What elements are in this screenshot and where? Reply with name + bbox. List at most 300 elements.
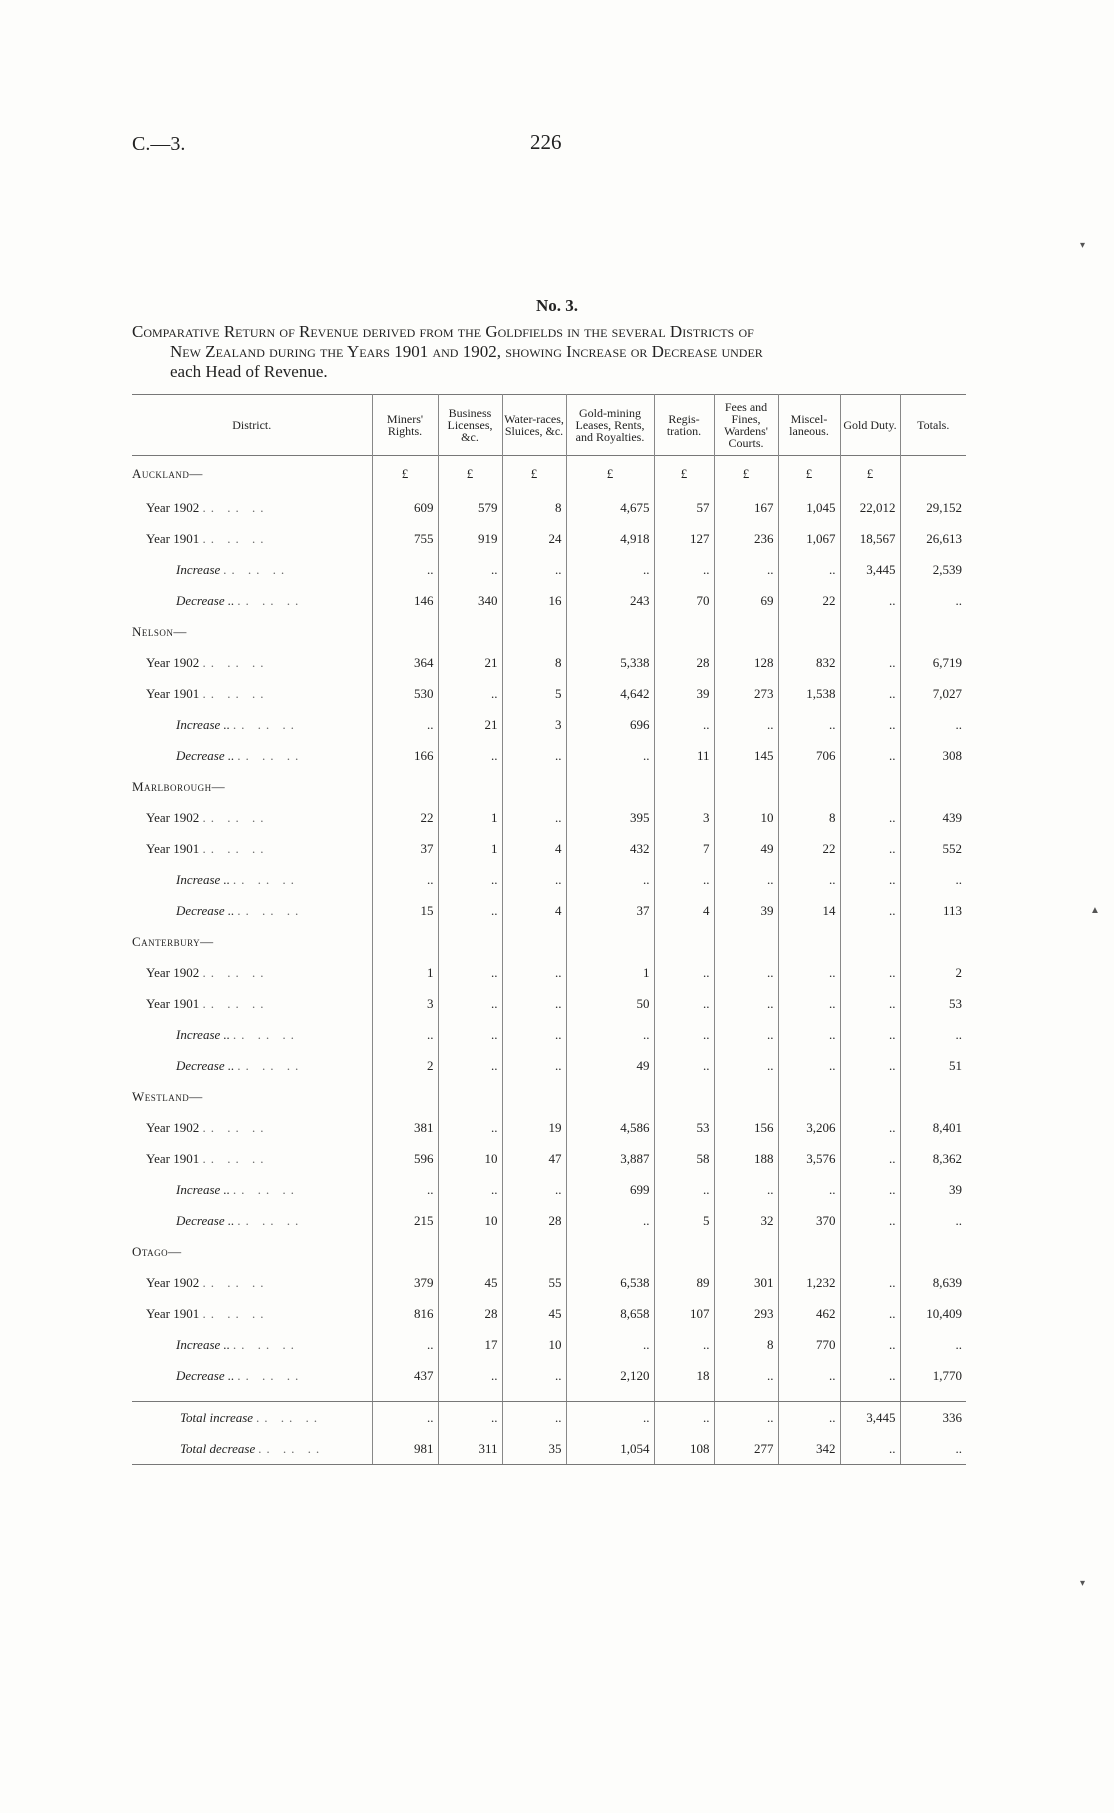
row-label-text: Decrease ..: [176, 592, 235, 608]
blank-cell: [566, 926, 654, 957]
value-cell: 5: [654, 1205, 714, 1236]
value-cell: ..: [654, 988, 714, 1019]
data-row: [132, 1267, 966, 1298]
value-cell: ..: [566, 740, 654, 771]
blank-cell: [714, 1081, 778, 1112]
data-row: [132, 492, 966, 523]
value-cell: 336: [900, 1402, 966, 1434]
district-name: Marlborough—: [132, 778, 226, 794]
value-cell: ..: [502, 1174, 566, 1205]
data-row: [132, 554, 966, 585]
value-cell: 4,586: [566, 1112, 654, 1143]
row-label: [132, 1205, 372, 1236]
leader-dots: .. .. ..: [233, 871, 300, 887]
value-cell: ..: [566, 1205, 654, 1236]
value-cell: 89: [654, 1267, 714, 1298]
value-cell: 2: [372, 1050, 438, 1081]
value-cell: 37: [372, 833, 438, 864]
value-cell: 58: [654, 1143, 714, 1174]
value-cell: ..: [840, 1205, 900, 1236]
blank-cell: [900, 456, 966, 493]
leader-dots: .. .. ..: [202, 840, 269, 856]
blank-cell: [654, 1236, 714, 1267]
value-cell: 243: [566, 585, 654, 616]
blank-cell: [840, 1391, 900, 1402]
value-cell: 3: [372, 988, 438, 1019]
value-cell: ..: [778, 1174, 840, 1205]
value-cell: ..: [840, 1329, 900, 1360]
value-cell: 14: [778, 895, 840, 926]
row-label: [132, 1143, 372, 1174]
blank-cell: [654, 616, 714, 647]
row-label: [132, 678, 372, 709]
value-cell: 28: [654, 647, 714, 678]
row-label: [132, 1433, 372, 1465]
unit-cell: £: [840, 456, 900, 493]
row-label: [132, 1360, 372, 1391]
leader-dots: .. .. ..: [202, 1305, 269, 1321]
leader-dots: .. .. ..: [233, 1181, 300, 1197]
value-cell: 706: [778, 740, 840, 771]
value-cell: ..: [840, 1050, 900, 1081]
value-cell: 35: [502, 1433, 566, 1465]
value-cell: ..: [372, 1019, 438, 1050]
column-header: Regis-tration.: [654, 395, 714, 456]
data-row: [132, 802, 966, 833]
blank-cell: [900, 771, 966, 802]
value-cell: 579: [438, 492, 502, 523]
blank-cell: [900, 1236, 966, 1267]
value-cell: ..: [438, 740, 502, 771]
data-row: [132, 1329, 966, 1360]
value-cell: ..: [840, 1298, 900, 1329]
value-cell: ..: [438, 957, 502, 988]
value-cell: 696: [566, 709, 654, 740]
value-cell: 107: [654, 1298, 714, 1329]
value-cell: ..: [372, 1402, 438, 1434]
value-cell: 22: [372, 802, 438, 833]
value-cell: 364: [372, 647, 438, 678]
blank-cell: [654, 1391, 714, 1402]
row-label: [132, 802, 372, 833]
caption-line-2: New Zealand during the Years 1901 and 1902, showing Increase or Decrease under: [170, 342, 763, 361]
row-label-text: Increase ..: [176, 1181, 231, 1197]
value-cell: 22,012: [840, 492, 900, 523]
value-cell: 8,658: [566, 1298, 654, 1329]
value-cell: ..: [502, 740, 566, 771]
value-cell: ..: [714, 1019, 778, 1050]
margin-mark: ▾: [1080, 240, 1086, 251]
row-label: [132, 1298, 372, 1329]
value-cell: 816: [372, 1298, 438, 1329]
value-cell: ..: [654, 1329, 714, 1360]
data-row: [132, 647, 966, 678]
value-cell: 432: [566, 833, 654, 864]
value-cell: ..: [502, 864, 566, 895]
value-cell: 8: [778, 802, 840, 833]
value-cell: ..: [566, 1019, 654, 1050]
row-label: [132, 895, 372, 926]
value-cell: 6,538: [566, 1267, 654, 1298]
value-cell: ..: [840, 647, 900, 678]
value-cell: 22: [778, 833, 840, 864]
value-cell: ..: [840, 833, 900, 864]
value-cell: 188: [714, 1143, 778, 1174]
row-label-text: Increase ..: [176, 1026, 231, 1042]
row-label: [132, 833, 372, 864]
data-row: [132, 1298, 966, 1329]
value-cell: 1,770: [900, 1360, 966, 1391]
value-cell: ..: [438, 554, 502, 585]
blank-cell: [566, 1081, 654, 1112]
value-cell: 308: [900, 740, 966, 771]
value-cell: ..: [778, 709, 840, 740]
value-cell: ..: [840, 1019, 900, 1050]
column-header: Gold Duty.: [840, 395, 900, 456]
row-label-text: Total increase: [180, 1409, 254, 1425]
blank-cell: [714, 1391, 778, 1402]
value-cell: 50: [566, 988, 654, 1019]
value-cell: ..: [714, 1360, 778, 1391]
value-cell: 311: [438, 1433, 502, 1465]
leader-dots: .. .. ..: [202, 1274, 269, 1290]
leader-dots: .. .. ..: [202, 499, 269, 515]
value-cell: ..: [372, 1174, 438, 1205]
value-cell: ..: [840, 895, 900, 926]
column-header: District.: [232, 418, 272, 432]
column-header: Water-races, Sluices, &c.: [502, 395, 566, 456]
value-cell: ..: [840, 988, 900, 1019]
value-cell: 10: [714, 802, 778, 833]
value-cell: ..: [502, 1019, 566, 1050]
value-cell: 145: [714, 740, 778, 771]
value-cell: 4,675: [566, 492, 654, 523]
row-label-text: Year 1901: [146, 840, 200, 856]
value-cell: 6,719: [900, 647, 966, 678]
blank-cell: [132, 1391, 372, 1402]
value-cell: 21: [438, 709, 502, 740]
value-cell: 8: [714, 1329, 778, 1360]
district-heading-row: [132, 1236, 966, 1267]
row-label: [132, 585, 372, 616]
row-label-text: Decrease ..: [176, 1212, 235, 1228]
unit-cell: £: [778, 456, 840, 493]
caption-line-1: Comparative Return of Revenue derived from the Goldfields in the several Districts of: [132, 322, 754, 341]
unit-cell: £: [654, 456, 714, 493]
value-cell: 24: [502, 523, 566, 554]
value-cell: 5: [502, 678, 566, 709]
column-header: Miscel-laneous.: [778, 395, 840, 456]
data-row: [132, 1112, 966, 1143]
value-cell: 39: [714, 895, 778, 926]
blank-cell: [714, 926, 778, 957]
district-heading-row: [132, 1081, 966, 1112]
data-row: [132, 1050, 966, 1081]
value-cell: 1,232: [778, 1267, 840, 1298]
value-cell: ..: [438, 864, 502, 895]
leader-dots: .. .. ..: [237, 1212, 304, 1228]
district-heading-row: [132, 456, 966, 493]
row-label-text: Decrease ..: [176, 1057, 235, 1073]
blank-cell: [778, 926, 840, 957]
value-cell: 370: [778, 1205, 840, 1236]
value-cell: ..: [900, 585, 966, 616]
value-cell: ..: [654, 957, 714, 988]
value-cell: ..: [840, 1360, 900, 1391]
data-row: [132, 709, 966, 740]
value-cell: 1: [438, 802, 502, 833]
blank-cell: [840, 1236, 900, 1267]
margin-mark: ▲: [1090, 905, 1100, 916]
value-cell: ..: [900, 1205, 966, 1236]
blank-cell: [840, 771, 900, 802]
value-cell: 1,045: [778, 492, 840, 523]
row-label-text: Year 1901: [146, 1150, 200, 1166]
data-row: [132, 1143, 966, 1174]
row-label-text: Year 1902: [146, 654, 200, 670]
row-label: [132, 647, 372, 678]
leader-dots: .. .. ..: [237, 902, 304, 918]
blank-cell: [372, 616, 438, 647]
value-cell: ..: [840, 1433, 900, 1465]
value-cell: ..: [438, 1360, 502, 1391]
value-cell: 22: [778, 585, 840, 616]
row-label-text: Year 1901: [146, 1305, 200, 1321]
value-cell: 53: [654, 1112, 714, 1143]
value-cell: 1,538: [778, 678, 840, 709]
value-cell: 69: [714, 585, 778, 616]
value-cell: 1: [438, 833, 502, 864]
district-heading-row: [132, 771, 966, 802]
value-cell: 1: [566, 957, 654, 988]
value-cell: 1,067: [778, 523, 840, 554]
value-cell: 981: [372, 1433, 438, 1465]
value-cell: 462: [778, 1298, 840, 1329]
value-cell: 3,576: [778, 1143, 840, 1174]
row-label: [132, 957, 372, 988]
leader-dots: .. .. ..: [202, 685, 269, 701]
data-row: [132, 895, 966, 926]
row-label-text: Year 1902: [146, 809, 200, 825]
value-cell: ..: [840, 802, 900, 833]
data-row: [132, 833, 966, 864]
value-cell: 4: [502, 833, 566, 864]
blank-cell: [372, 771, 438, 802]
district-heading-row: [132, 616, 966, 647]
row-label: [132, 1050, 372, 1081]
leader-dots: .. .. ..: [237, 1057, 304, 1073]
value-cell: ..: [900, 1433, 966, 1465]
value-cell: ..: [714, 957, 778, 988]
value-cell: ..: [900, 864, 966, 895]
row-label-text: Year 1901: [146, 530, 200, 546]
data-row: [132, 957, 966, 988]
column-header: Business Licenses, &c.: [438, 395, 502, 456]
value-cell: ..: [778, 1402, 840, 1434]
blank-cell: [566, 1391, 654, 1402]
row-label-text: Year 1902: [146, 1119, 200, 1135]
value-cell: ..: [654, 554, 714, 585]
revenue-table: [132, 394, 966, 1465]
value-cell: 395: [566, 802, 654, 833]
value-cell: 7,027: [900, 678, 966, 709]
value-cell: 273: [714, 678, 778, 709]
blank-cell: [372, 926, 438, 957]
value-cell: ..: [900, 709, 966, 740]
value-cell: ..: [714, 988, 778, 1019]
value-cell: 530: [372, 678, 438, 709]
value-cell: 49: [566, 1050, 654, 1081]
value-cell: ..: [566, 1402, 654, 1434]
value-cell: 919: [438, 523, 502, 554]
blank-cell: [778, 1081, 840, 1112]
row-label: [132, 740, 372, 771]
value-cell: 18,567: [840, 523, 900, 554]
leader-dots: .. .. ..: [202, 995, 269, 1011]
blank-cell: [714, 1236, 778, 1267]
value-cell: ..: [840, 1174, 900, 1205]
value-cell: ..: [502, 1050, 566, 1081]
blank-cell: [778, 616, 840, 647]
value-cell: 215: [372, 1205, 438, 1236]
value-cell: ..: [438, 1174, 502, 1205]
row-label: [132, 1402, 372, 1434]
table-caption: [132, 322, 966, 382]
value-cell: ..: [566, 1329, 654, 1360]
value-cell: 18: [654, 1360, 714, 1391]
row-label-text: Year 1901: [146, 685, 200, 701]
value-cell: 32: [714, 1205, 778, 1236]
value-cell: 379: [372, 1267, 438, 1298]
value-cell: ..: [372, 709, 438, 740]
value-cell: 167: [714, 492, 778, 523]
value-cell: 1: [372, 957, 438, 988]
page-reference: C.—3.: [132, 133, 186, 155]
value-cell: 11: [654, 740, 714, 771]
value-cell: ..: [778, 988, 840, 1019]
value-cell: ..: [566, 554, 654, 585]
value-cell: ..: [778, 957, 840, 988]
value-cell: ..: [778, 1360, 840, 1391]
row-label: [132, 1019, 372, 1050]
value-cell: 49: [714, 833, 778, 864]
value-cell: 7: [654, 833, 714, 864]
value-cell: ..: [900, 1019, 966, 1050]
value-cell: 128: [714, 647, 778, 678]
separator-row: [132, 1391, 966, 1402]
value-cell: 45: [438, 1267, 502, 1298]
value-cell: ..: [840, 678, 900, 709]
value-cell: ..: [654, 1174, 714, 1205]
blank-cell: [840, 926, 900, 957]
value-cell: ..: [438, 678, 502, 709]
value-cell: ..: [502, 1360, 566, 1391]
value-cell: ..: [372, 554, 438, 585]
value-cell: 127: [654, 523, 714, 554]
value-cell: ..: [566, 864, 654, 895]
value-cell: 381: [372, 1112, 438, 1143]
value-cell: 19: [502, 1112, 566, 1143]
value-cell: 146: [372, 585, 438, 616]
value-cell: ..: [714, 864, 778, 895]
row-label: [132, 864, 372, 895]
blank-cell: [654, 1081, 714, 1112]
value-cell: ..: [840, 1143, 900, 1174]
blank-cell: [778, 1236, 840, 1267]
district-name: Canterbury—: [132, 933, 214, 949]
blank-cell: [372, 1391, 438, 1402]
blank-cell: [438, 1391, 502, 1402]
row-label-text: Increase: [176, 561, 221, 577]
value-cell: 3,445: [840, 1402, 900, 1434]
row-label-text: Total decrease: [180, 1440, 256, 1456]
leader-dots: .. .. ..: [202, 530, 269, 546]
value-cell: ..: [438, 1050, 502, 1081]
value-cell: ..: [778, 1050, 840, 1081]
value-cell: 8,401: [900, 1112, 966, 1143]
data-row: [132, 864, 966, 895]
value-cell: ..: [714, 1402, 778, 1434]
blank-cell: [502, 1081, 566, 1112]
value-cell: ..: [654, 864, 714, 895]
data-row: [132, 1019, 966, 1050]
value-cell: 3: [654, 802, 714, 833]
value-cell: 2: [900, 957, 966, 988]
value-cell: 156: [714, 1112, 778, 1143]
blank-cell: [502, 771, 566, 802]
value-cell: ..: [654, 1019, 714, 1050]
leader-dots: .. .. ..: [202, 654, 269, 670]
value-cell: 28: [502, 1205, 566, 1236]
value-cell: ..: [900, 1329, 966, 1360]
district-name: Nelson—: [132, 623, 187, 639]
value-cell: 3,445: [840, 554, 900, 585]
row-label: [132, 554, 372, 585]
blank-cell: [502, 926, 566, 957]
value-cell: 8,362: [900, 1143, 966, 1174]
blank-cell: [714, 771, 778, 802]
data-row: [132, 988, 966, 1019]
value-cell: 4,642: [566, 678, 654, 709]
blank-cell: [840, 1081, 900, 1112]
row-label: [132, 988, 372, 1019]
leader-dots: .. .. ..: [202, 1150, 269, 1166]
value-cell: ..: [714, 1174, 778, 1205]
value-cell: 3,206: [778, 1112, 840, 1143]
value-cell: ..: [840, 864, 900, 895]
value-cell: 8: [502, 492, 566, 523]
value-cell: 8: [502, 647, 566, 678]
row-label-text: Decrease ..: [176, 747, 235, 763]
blank-cell: [900, 1391, 966, 1402]
data-row: [132, 523, 966, 554]
value-cell: ..: [778, 864, 840, 895]
value-cell: ..: [438, 895, 502, 926]
unit-cell: £: [566, 456, 654, 493]
value-cell: ..: [840, 1112, 900, 1143]
blank-cell: [438, 771, 502, 802]
value-cell: 770: [778, 1329, 840, 1360]
value-cell: 609: [372, 492, 438, 523]
value-cell: 437: [372, 1360, 438, 1391]
value-cell: 57: [654, 492, 714, 523]
value-cell: 3,887: [566, 1143, 654, 1174]
value-cell: ..: [840, 1267, 900, 1298]
row-label: [132, 1267, 372, 1298]
value-cell: 51: [900, 1050, 966, 1081]
value-cell: 55: [502, 1267, 566, 1298]
data-row: [132, 585, 966, 616]
